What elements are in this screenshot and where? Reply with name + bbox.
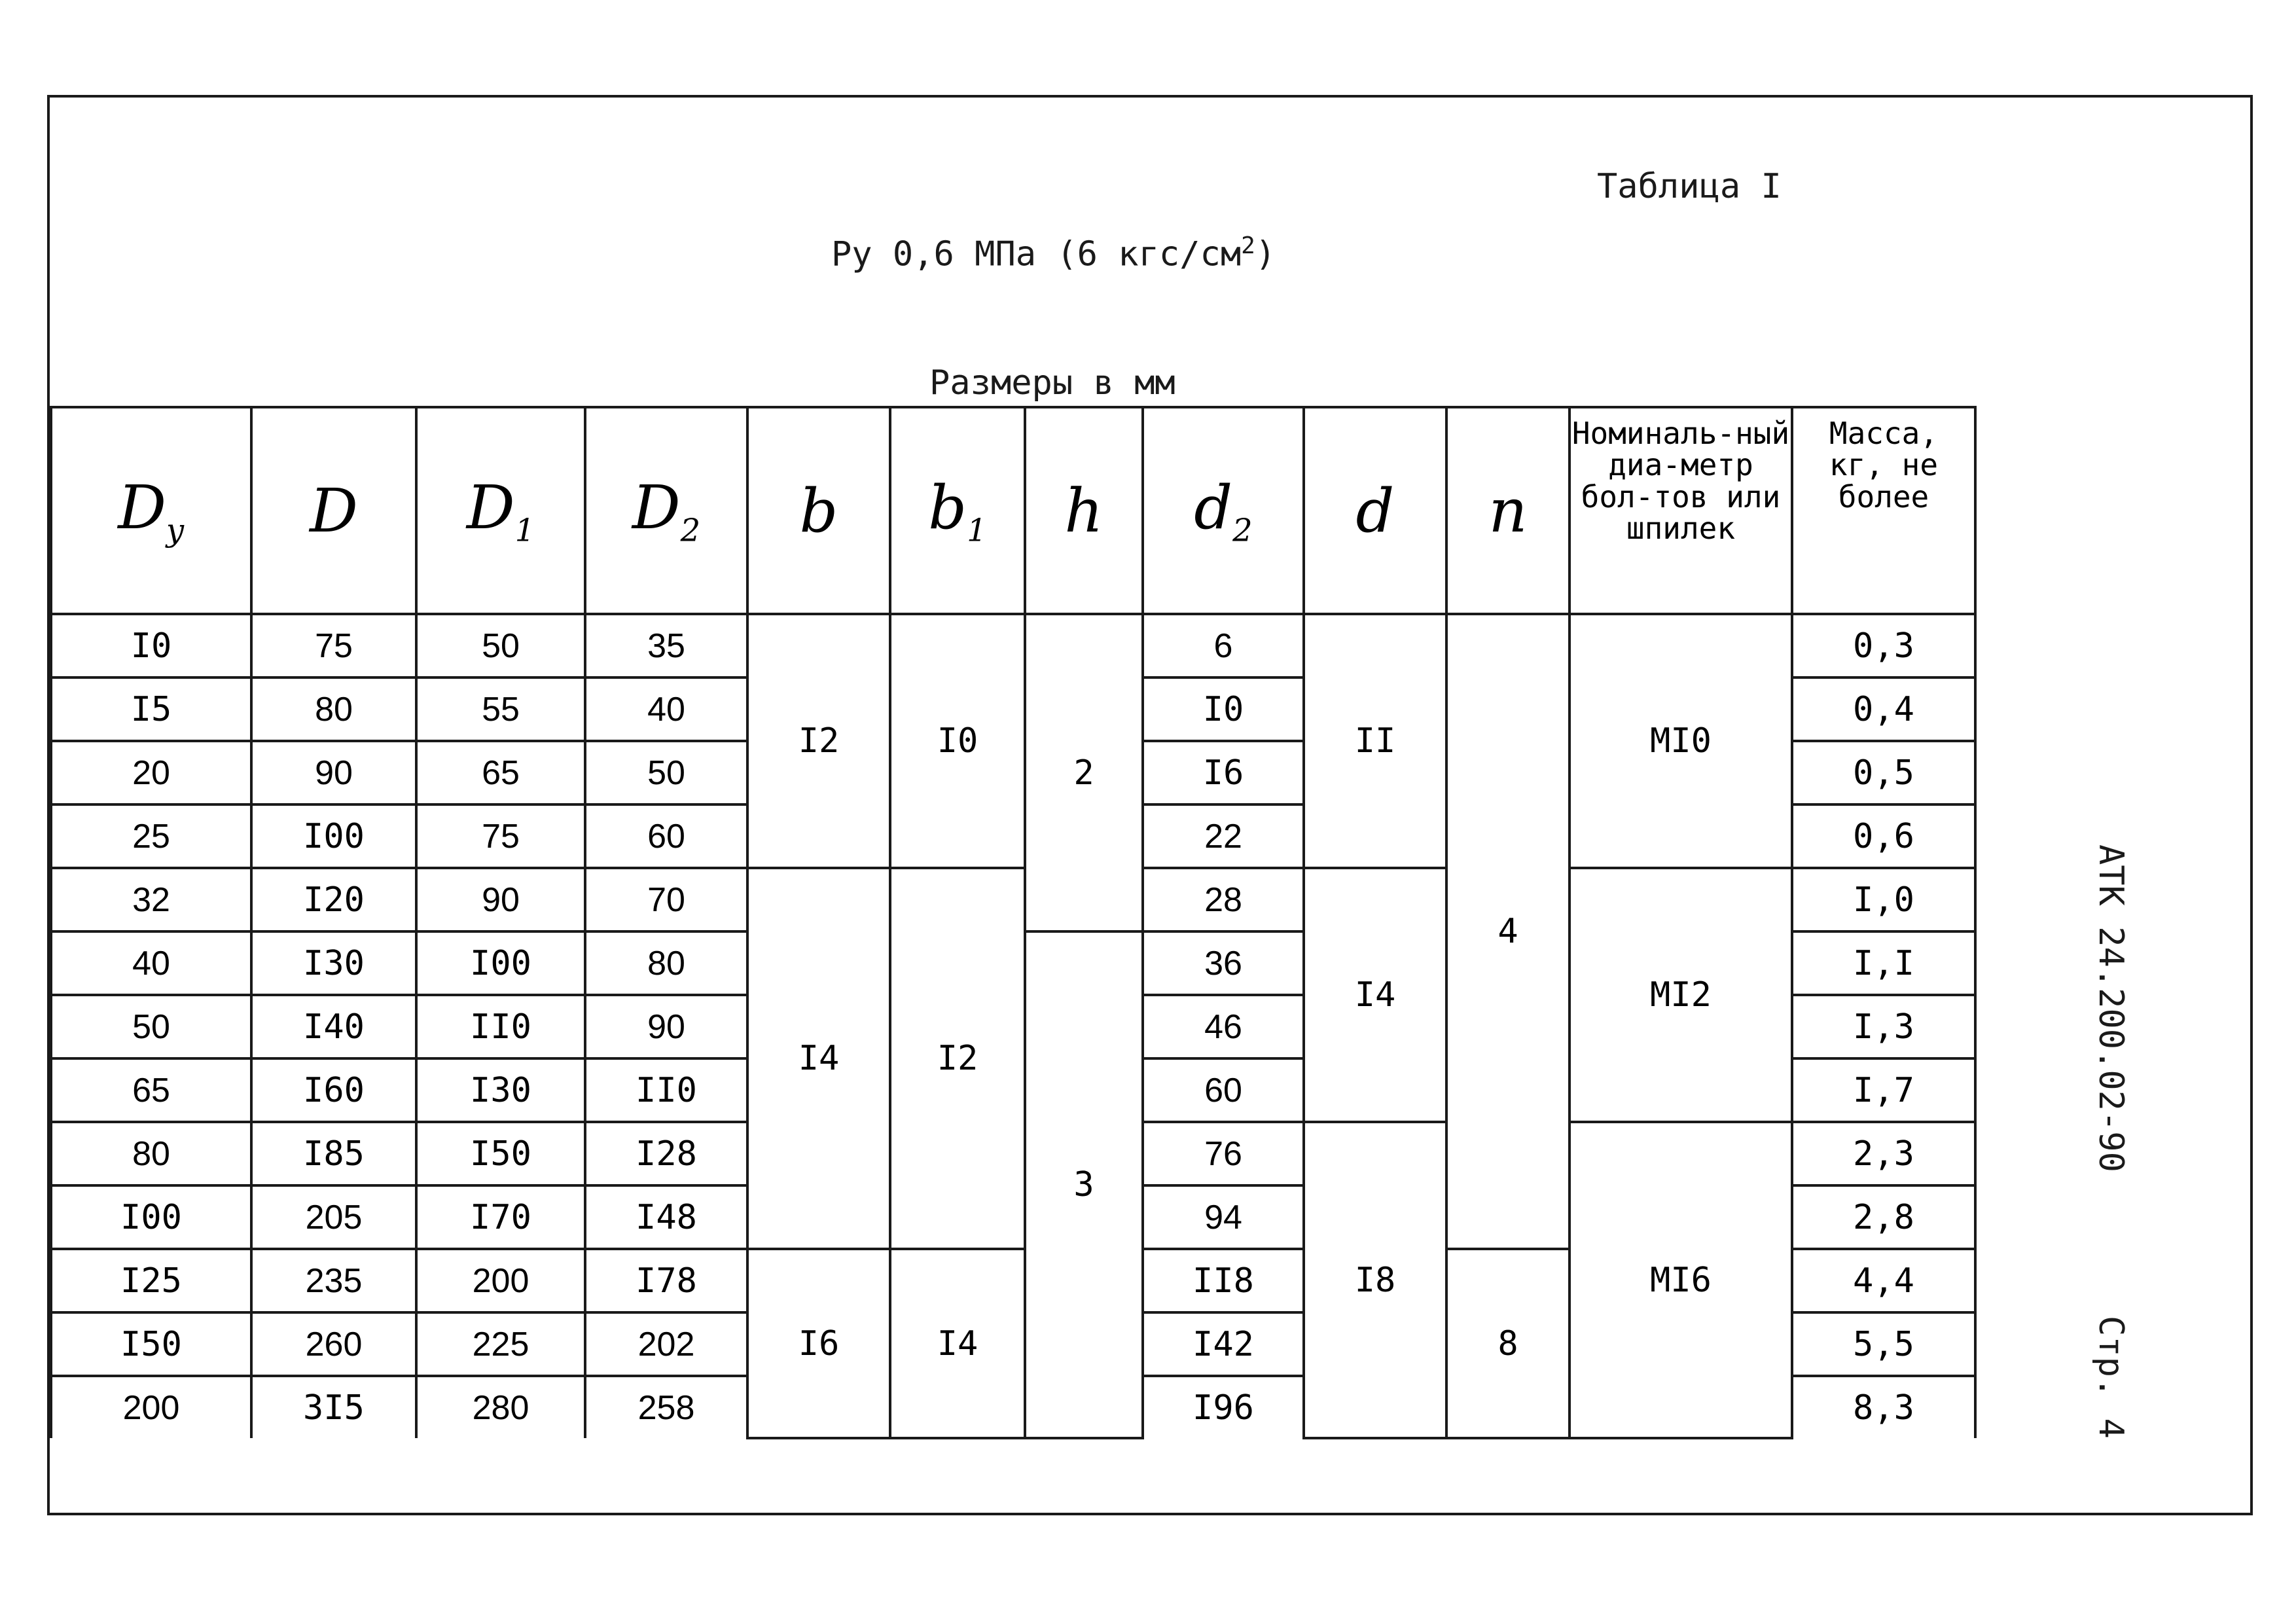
cell-dy: 50 (51, 995, 251, 1058)
cell-dy: 200 (51, 1376, 251, 1438)
cell-b1-group: I0 (890, 614, 1025, 868)
cell-mass: 0,4 (1792, 677, 1975, 741)
table-title: Таблица I (1597, 167, 1782, 206)
cell-d2-small: 36 (1143, 931, 1304, 995)
header-dy: $D_у$ (51, 407, 251, 614)
cell-dy: 80 (51, 1122, 251, 1185)
cell-d1: 75 (416, 804, 585, 868)
cell-d1: I70 (416, 1185, 585, 1249)
table-row (51, 614, 1975, 677)
cell-d2-small: 28 (1143, 868, 1304, 931)
cell-d-small-group: II (1304, 614, 1446, 868)
cell-d2-small: 76 (1143, 1122, 1304, 1185)
cell-d: 3I5 (251, 1376, 416, 1438)
cell-d2-small: I0 (1143, 677, 1304, 741)
cell-d2: I28 (585, 1122, 747, 1185)
cell-h-group: 2 (1025, 614, 1143, 931)
cell-dy: 65 (51, 1058, 251, 1122)
cell-d2-small: 6 (1143, 614, 1304, 677)
cell-mass: I,0 (1792, 868, 1975, 931)
cell-dy: 25 (51, 804, 251, 868)
cell-mass: I,I (1792, 931, 1975, 995)
cell-d2: 258 (585, 1376, 747, 1438)
cell-b1-group: I2 (890, 868, 1025, 1249)
header-b: b (747, 407, 890, 614)
header-n: n (1446, 407, 1570, 614)
cell-d2: I48 (585, 1185, 747, 1249)
cell-dy: I0 (51, 614, 251, 677)
cell-d: 75 (251, 614, 416, 677)
header-row (51, 407, 1975, 614)
cell-d1: 90 (416, 868, 585, 931)
cell-h-group: 3 (1025, 931, 1143, 1438)
cell-d1: I30 (416, 1058, 585, 1122)
header-d1: $D_1$ (416, 407, 585, 614)
cell-dy: I5 (51, 677, 251, 741)
cell-mass: I,3 (1792, 995, 1975, 1058)
cell-dy: 40 (51, 931, 251, 995)
cell-bolt-group: MI0 (1570, 614, 1792, 868)
pressure-sup: 2 (1241, 232, 1255, 259)
cell-d: 235 (251, 1249, 416, 1312)
cell-b-group: I2 (747, 614, 890, 868)
cell-d: I30 (251, 931, 416, 995)
cell-d2: 70 (585, 868, 747, 931)
cell-d2-small: 94 (1143, 1185, 1304, 1249)
header-d2-small: $d_2$ (1143, 407, 1304, 614)
cell-d1: II0 (416, 995, 585, 1058)
cell-d1: 280 (416, 1376, 585, 1438)
header-d2: $D_2$ (585, 407, 747, 614)
cell-dy: I25 (51, 1249, 251, 1312)
cell-d1: 50 (416, 614, 585, 677)
cell-d2-small: 46 (1143, 995, 1304, 1058)
cell-d-small-group: I4 (1304, 868, 1446, 1122)
cell-dy: 20 (51, 741, 251, 804)
cell-mass: 0,5 (1792, 741, 1975, 804)
cell-mass: 5,5 (1792, 1312, 1975, 1376)
cell-d2-small: I96 (1143, 1376, 1304, 1438)
cell-d2-small: II8 (1143, 1249, 1304, 1312)
cell-d2: 90 (585, 995, 747, 1058)
cell-bolt-group: MI2 (1570, 868, 1792, 1122)
cell-mass: 4,4 (1792, 1249, 1975, 1312)
document-code: АТК 24.200.02-90 (2091, 844, 2130, 1172)
pressure-text: Ру 0,6 МПа (6 кгс/см (831, 234, 1242, 274)
cell-d2-small: 60 (1143, 1058, 1304, 1122)
flange-dimensions-table (50, 406, 1977, 1439)
cell-d: 80 (251, 677, 416, 741)
cell-d: 260 (251, 1312, 416, 1376)
cell-dy: 32 (51, 868, 251, 931)
cell-bolt-group: MI6 (1570, 1122, 1792, 1438)
cell-d2: II0 (585, 1058, 747, 1122)
cell-d2: 35 (585, 614, 747, 677)
cell-d2-small: I42 (1143, 1312, 1304, 1376)
units-note: Размеры в мм (929, 363, 1175, 403)
pressure-heading (831, 232, 1276, 274)
cell-n-group: 4 (1446, 614, 1570, 1249)
cell-d-small-group: I8 (1304, 1122, 1446, 1438)
header-mass: Масса, кг, не более (1792, 407, 1975, 614)
header-d-small: d (1304, 407, 1446, 614)
cell-d: I20 (251, 868, 416, 931)
pressure-end: ) (1255, 234, 1276, 274)
cell-d: I85 (251, 1122, 416, 1185)
cell-b-group: I6 (747, 1249, 890, 1438)
cell-d2: 202 (585, 1312, 747, 1376)
cell-mass: I,7 (1792, 1058, 1975, 1122)
cell-d2: 50 (585, 741, 747, 804)
cell-d: I40 (251, 995, 416, 1058)
cell-d1: 225 (416, 1312, 585, 1376)
cell-d1: 65 (416, 741, 585, 804)
cell-d: 205 (251, 1185, 416, 1249)
cell-mass: 2,8 (1792, 1185, 1975, 1249)
cell-n-group: 8 (1446, 1249, 1570, 1438)
cell-dy: I50 (51, 1312, 251, 1376)
header-d: D (251, 407, 416, 614)
cell-d2: 60 (585, 804, 747, 868)
cell-b-group: I4 (747, 868, 890, 1249)
cell-b1-group: I4 (890, 1249, 1025, 1438)
cell-d1: I50 (416, 1122, 585, 1185)
cell-d: I00 (251, 804, 416, 868)
cell-d2: I78 (585, 1249, 747, 1312)
cell-mass: 8,3 (1792, 1376, 1975, 1438)
cell-d2-small: I6 (1143, 741, 1304, 804)
cell-d2: 80 (585, 931, 747, 995)
header-b1: $b_1$ (890, 407, 1025, 614)
cell-d: 90 (251, 741, 416, 804)
cell-d: I60 (251, 1058, 416, 1122)
cell-mass: 0,3 (1792, 614, 1975, 677)
cell-d1: 200 (416, 1249, 585, 1312)
cell-d2: 40 (585, 677, 747, 741)
cell-mass: 2,3 (1792, 1122, 1975, 1185)
cell-d1: I00 (416, 931, 585, 995)
page-number: Стр. 4 (2091, 1316, 2130, 1439)
header-h: h (1025, 407, 1143, 614)
cell-d1: 55 (416, 677, 585, 741)
cell-d2-small: 22 (1143, 804, 1304, 868)
header-bolt-diameter: Номиналь-ный диа-метр бол-тов или шпилек (1570, 407, 1792, 614)
table-row (51, 868, 1975, 931)
cell-mass: 0,6 (1792, 804, 1975, 868)
cell-dy: I00 (51, 1185, 251, 1249)
